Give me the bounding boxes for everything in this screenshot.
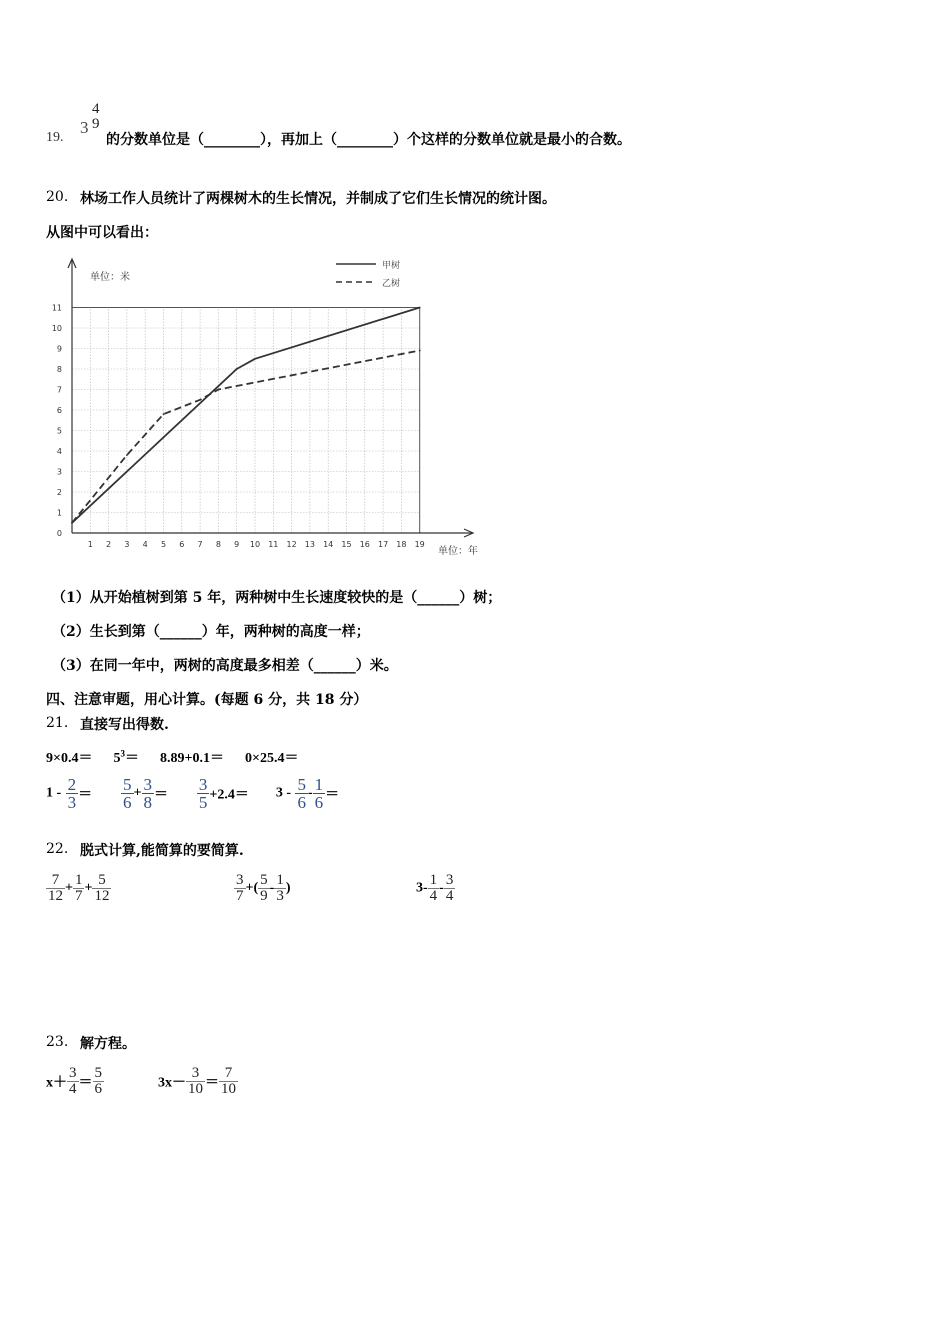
fraction: $\frac{5}{6}$	[297, 775, 306, 812]
y-tick-label: 5	[56, 426, 62, 436]
x-tick-label: 18	[396, 540, 407, 549]
x-tick-label: 12	[286, 540, 297, 549]
fraction: $\frac{2}{3}$	[67, 775, 77, 812]
question-22-number: 22.	[46, 841, 69, 857]
q23-equation-b: 3x－ $\frac{3}{10}$ ＝ $\frac{7}{10}$	[158, 1065, 236, 1097]
question-21-number: 21.	[46, 715, 69, 731]
fraction: $\frac{1}{6}$	[314, 775, 324, 812]
question-20-sub2: （2）生长到第（______）年，两种树的高度一样；	[52, 624, 370, 640]
fraction: $\frac{1}{4}$	[429, 872, 438, 904]
x-tick-label: 6	[179, 540, 185, 549]
data-point	[126, 454, 128, 456]
series-line-yi	[72, 351, 420, 523]
question-20-number: 20.	[46, 189, 69, 205]
expr-8.89+0.1: 8.89+0.1＝	[159, 751, 224, 766]
question-number: 19.	[46, 130, 64, 145]
fraction: $\frac{3}{4}$	[69, 1065, 77, 1097]
data-point	[199, 399, 201, 401]
data-point	[236, 368, 238, 370]
section-4-heading: 四、注意审题，用心计算。(每题 6 分，共 18 分）	[46, 692, 368, 708]
question-23-title: 解方程。	[80, 1036, 136, 1052]
y-tick-label: 1	[56, 508, 62, 518]
x-tick-label: 10	[249, 540, 261, 549]
fraction: $\frac{3}{4}$	[445, 872, 454, 904]
mixed-whole: 3	[80, 118, 89, 137]
legend-label: 乙树	[382, 279, 401, 289]
x-tick-label: 8	[215, 540, 221, 549]
data-point	[254, 358, 256, 360]
expr-power-exp: 3	[120, 748, 125, 759]
q23-equation-a: x＋ $\frac{3}{4}$ ＝ $\frac{5}{6}$	[46, 1065, 102, 1097]
y-tick-label: 7	[56, 385, 62, 395]
chart-grid	[72, 308, 420, 534]
chart-axes	[68, 259, 473, 537]
y-tick-label: 9	[56, 344, 62, 354]
q22-expr-a: $\frac{7}{12}$ + $\frac{1}{7}$ + $\frac{5}{12}$	[48, 872, 110, 904]
y-tick-label: 11	[51, 303, 62, 313]
question-20-title: 林场工作人员统计了两棵树木的生长情况，并制成了它们生长情况的统计图。	[80, 191, 556, 207]
q22-expr-c: 3- $\frac{1}{4}$ - $\frac{3}{4}$	[416, 872, 454, 904]
legend-label: 甲树	[382, 261, 401, 271]
y-tick-label: 6	[56, 406, 62, 415]
question-20-sub1: （1）从开始植树到第 5 年，两种树中生长速度较快的是（______）树；	[52, 590, 502, 606]
fraction: $\frac{5}{9}$	[260, 872, 268, 904]
q21-row1: $9\times 0.4= 5^3= 8.89+0.1= 0\times 25.4=$	[46, 748, 299, 766]
fraction: $\frac{5}{12}$	[94, 872, 110, 904]
chart-series	[71, 307, 421, 524]
y-tick-label: 0	[56, 529, 62, 538]
growth-line-chart	[40, 252, 500, 562]
fraction: $\frac{3}{5}$	[198, 775, 208, 812]
expr-0x25.4: 0×25.4＝	[244, 751, 299, 766]
question-20-sub3: （3）在同一年中，两树的高度最多相差（______）米。	[52, 658, 398, 674]
chart-legend	[336, 259, 400, 289]
expr-power-base: 5	[113, 751, 121, 766]
x-tick-label: 11	[268, 540, 279, 549]
x-tick-label: 9	[234, 540, 240, 549]
x-tick-label: 15	[341, 540, 352, 549]
fraction: $\frac{7}{10}$	[221, 1065, 236, 1097]
fraction: $\frac{7}{12}$	[48, 872, 63, 904]
y-tick-label: 8	[56, 365, 62, 374]
fraction: $\frac{5}{6}$	[123, 775, 132, 812]
x-tick-label: 7	[197, 540, 203, 549]
y-tick-labels	[52, 304, 62, 539]
x-tick-label: 2	[106, 540, 112, 549]
fraction: $\frac{3}{10}$	[188, 1065, 203, 1097]
data-point	[419, 307, 421, 309]
y-tick-label: 3	[56, 467, 62, 477]
y-axis-label: 单位：米	[90, 272, 130, 283]
question-21-title: 直接写出得数.	[80, 717, 169, 733]
data-point	[71, 522, 73, 524]
q21-row2: 1 - $\frac{2}{3}$ ＝ $\frac{5}{6}$ + $\frac{3}{8}$ ＝ $\frac{3}{5}$ +2.4＝ 3 - $\frac{5}{6}$ - $\frac{1}{6}$ ＝	[46, 775, 340, 812]
question-text: 的分数单位是（________），再加上（________）个这样的分数单位就是最小的合数。	[106, 132, 631, 148]
x-tick-label: 3	[124, 540, 130, 549]
fraction: $\frac{3}{8}$	[143, 775, 153, 812]
x-tick-label: 13	[304, 540, 315, 549]
q22-expr-b: $\frac{3}{7}$ +( $\frac{5}{9}$ - $\frac{1}{3}$ )	[236, 872, 291, 904]
x-tick-labels	[88, 540, 425, 549]
expr-9x0.4: 9×0.4＝	[46, 751, 93, 766]
y-tick-label: 10	[51, 324, 62, 333]
series-line-jia	[72, 308, 420, 523]
x-tick-label: 1	[87, 540, 93, 549]
x-tick-label: 4	[142, 540, 148, 549]
x-tick-label: 14	[323, 540, 334, 549]
x-axis-label: 单位：年	[438, 546, 478, 557]
mixed-fraction: 4 9	[92, 101, 100, 132]
x-tick-label: 5	[160, 540, 167, 549]
question-20-intro: 从图中可以看出：	[46, 225, 158, 241]
fraction: $\frac{1}{3}$	[276, 872, 284, 904]
x-tick-label: 19	[414, 540, 425, 549]
y-tick-label: 2	[56, 488, 62, 497]
x-tick-label: 17	[378, 540, 389, 549]
question-22-title: 脱式计算,能简算的要简算.	[80, 843, 244, 859]
data-point	[419, 350, 421, 352]
x-tick-label: 16	[359, 540, 370, 549]
data-point	[218, 389, 220, 391]
data-point	[163, 413, 165, 415]
fraction: $\frac{3}{7}$	[236, 872, 244, 904]
question-23-number: 23.	[46, 1034, 69, 1050]
fraction: $\frac{5}{6}$	[94, 1065, 102, 1097]
y-tick-label: 4	[56, 447, 62, 456]
fraction: $\frac{1}{7}$	[74, 872, 83, 904]
